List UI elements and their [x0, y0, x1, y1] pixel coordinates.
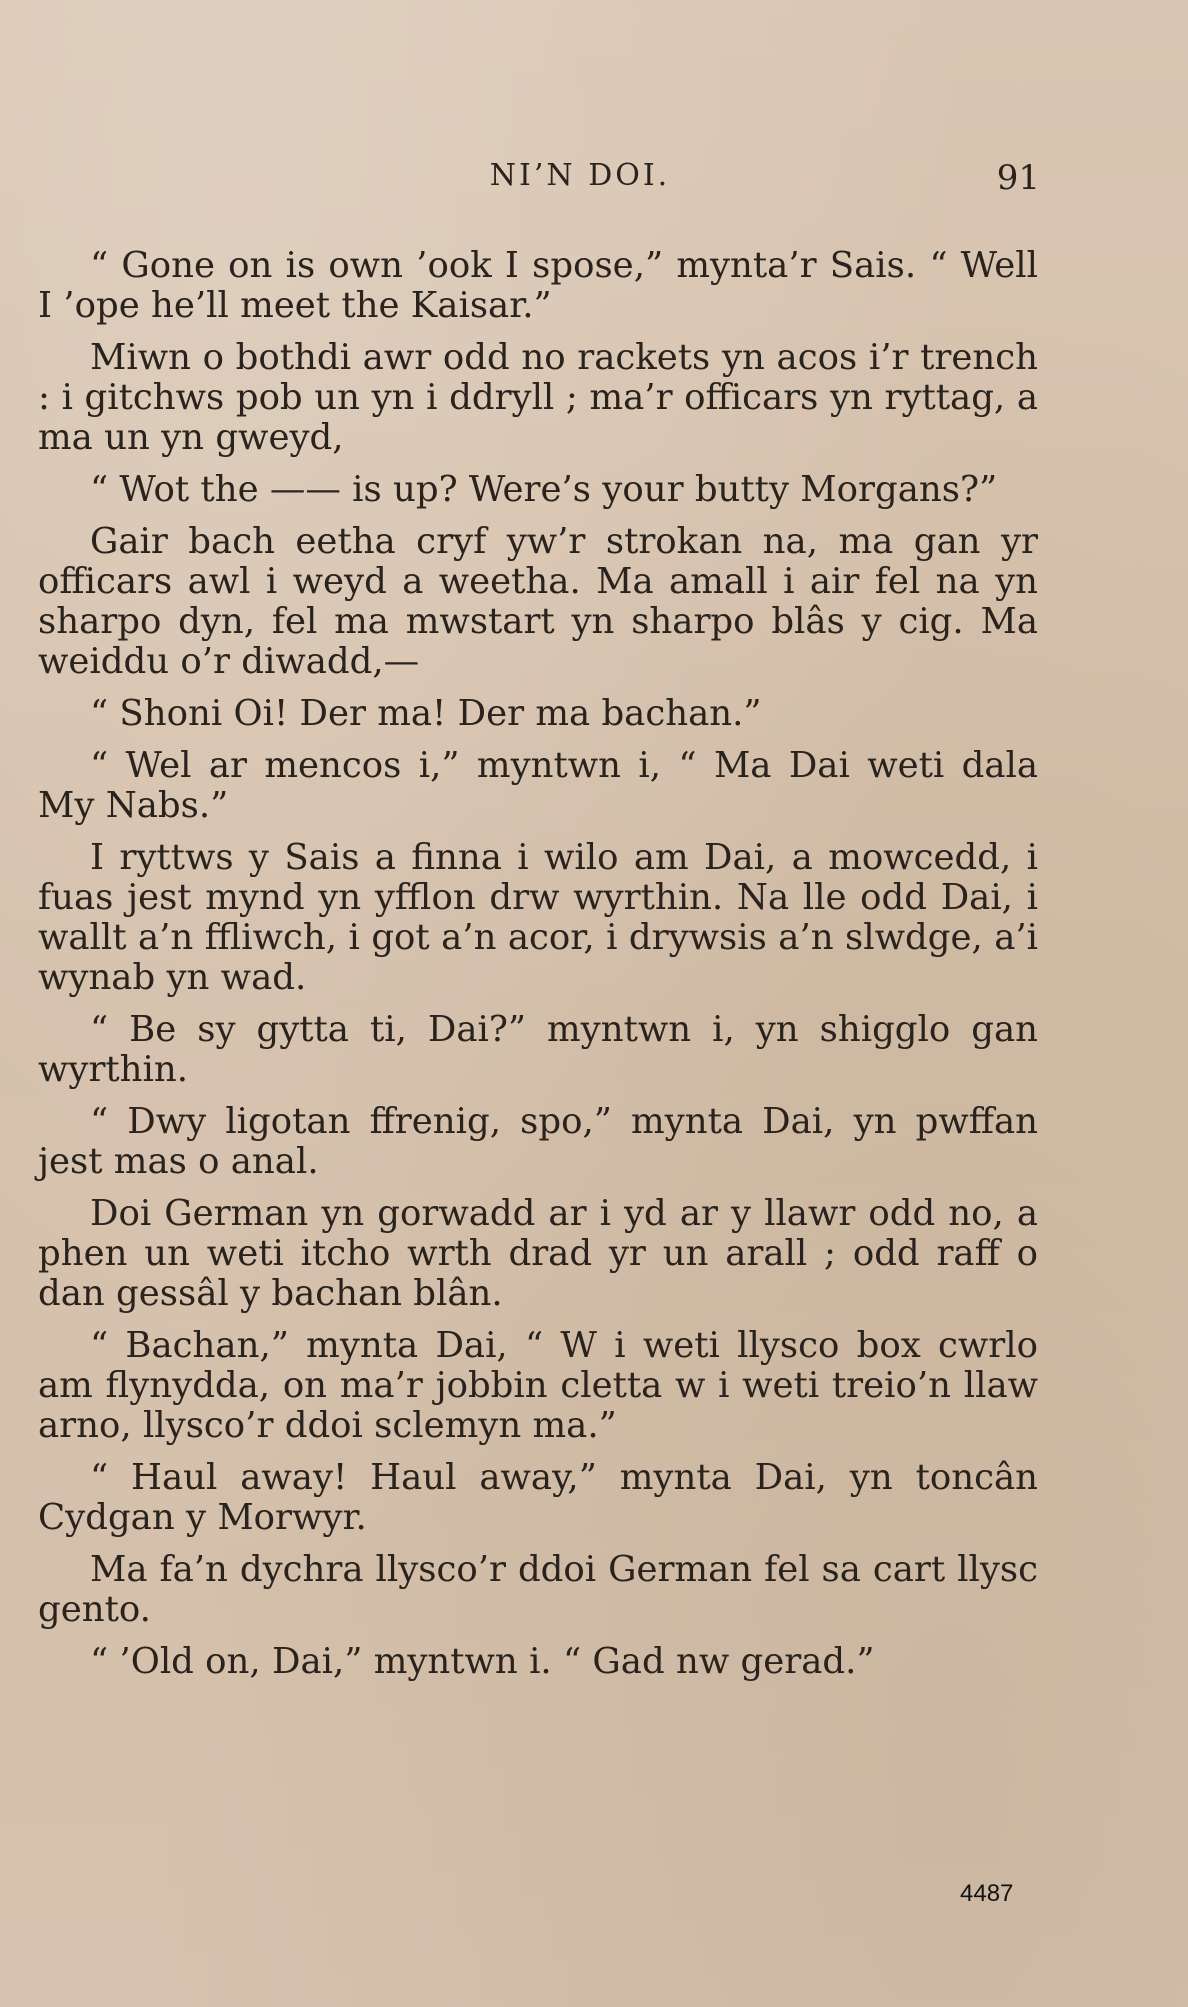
running-head — [40, 158, 1040, 208]
paragraph: “ Shoni Oi! Der ma! Der ma bachan.” — [90, 693, 762, 734]
paragraph: “ Bachan,” mynta Dai, “ W i weti llysco box cwrlo am flynydda, on ma’r jobbin cletta w i weti treio’n llaw arno, llysco’r ddoi sclemyn ma.” — [38, 1325, 1038, 1446]
paragraph: “ Wel ar mencos i,” myntwn i, “ Ma Dai weti dala My Nabs.” — [38, 745, 1038, 826]
paragraph: “ Dwy ligotan ffrenig, spo,” mynta Dai, yn pwffan jest mas o anal. — [38, 1101, 1038, 1182]
paragraph: Ma fa’n dychra llysco’r ddoi German fel sa cart llysc gento. — [38, 1549, 1038, 1630]
paragraph: Miwn o bothdi awr odd no rackets yn acos i’r trench : i gitchws pob un yn i ddryll ; ma’r officars yn ryttag, a ma un yn gweyd, — [38, 337, 1038, 458]
catalog-number: 4487 — [960, 1880, 1014, 1907]
paragraph: I ryttws y Sais a finna i wilo am Dai, a mowcedd, i fuas jest mynd yn yfflon drw wyrthin. Na lle odd Dai, i wallt a’n ffliwch, i got a’n acor, i drywsis a’n slwdge, a’i wynab yn wad. — [38, 837, 1038, 998]
paragraph: “ Gone on is own ’ook I spose,” mynta’r Sais. “ Well I ’ope he’ll meet the Kaisar.” — [38, 245, 1038, 326]
paragraph: Doi German yn gorwadd ar i yd ar y llawr odd no, a phen un weti itcho wrth drad yr un arall ; odd raff o dan gessâl y bachan blân. — [38, 1193, 1038, 1314]
body-text — [38, 246, 1038, 1694]
paragraph: “ Be sy gytta ti, Dai?” myntwn i, yn shigglo gan wyrthin. — [38, 1009, 1038, 1090]
page-number: 91 — [996, 158, 1040, 198]
paragraph: “ ’Old on, Dai,” myntwn i. “ Gad nw gerad.” — [90, 1641, 875, 1682]
paragraph: “ Wot the —— is up? Were’s your butty Morgans?” — [90, 469, 998, 510]
paragraph: “ Haul away! Haul away,” mynta Dai, yn toncân Cydgan y Morwyr. — [38, 1457, 1038, 1538]
paragraph: Gair bach eetha cryf yw’r strokan na, ma gan yr officars awl i weyd a weetha. Ma amall i air fel na yn sharpo dyn, fel ma mwstart yn sharpo blâs y cig. Ma weiddu o’r diwadd,— — [38, 521, 1038, 682]
chapter-title: NI’N DOI. — [489, 158, 671, 193]
